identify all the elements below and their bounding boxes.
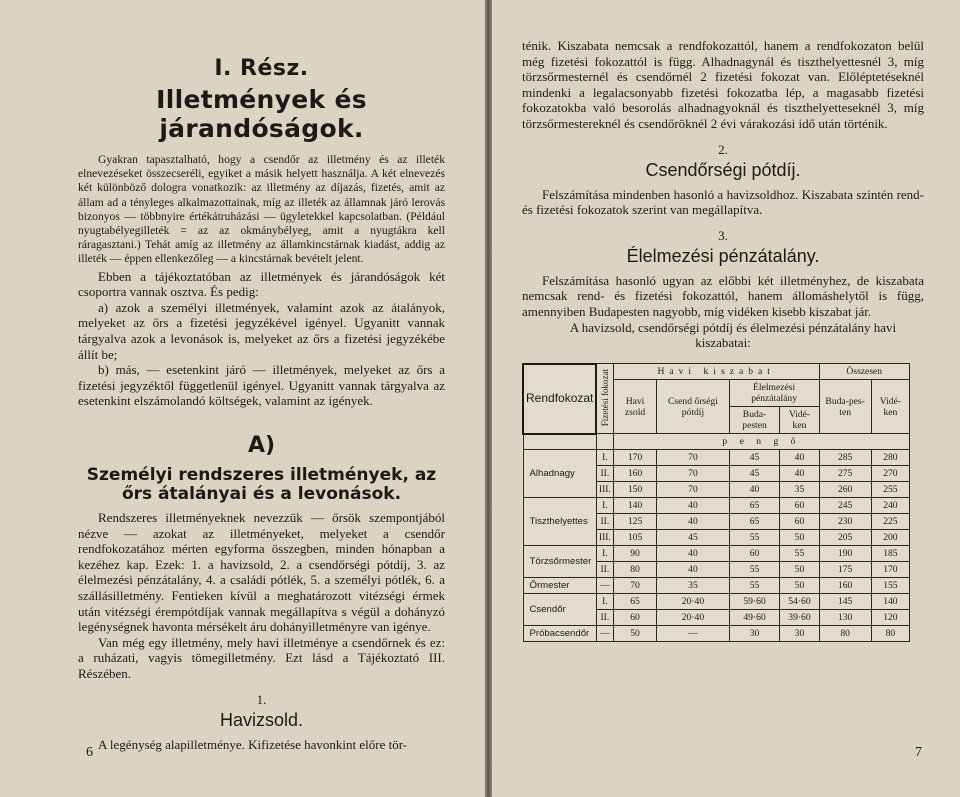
cell-tbp: 175: [819, 562, 871, 578]
cell-bp: 55: [729, 578, 780, 594]
cell-tvid: 255: [871, 482, 909, 498]
cell-zsold: 70: [613, 578, 656, 594]
part-heading: I. Rész.: [214, 56, 309, 81]
cell-potdij: 70: [657, 482, 729, 498]
cell-tbp: 145: [819, 594, 871, 610]
cell-tbp: 245: [819, 498, 871, 514]
cell-grade: II.: [596, 562, 613, 578]
header-blank: [596, 434, 613, 450]
section-heading: Élelmezési pénzátalány.: [626, 245, 820, 266]
cell-zsold: 105: [613, 530, 656, 546]
header-potdij: Csend őrségi pótdíj: [657, 380, 729, 434]
cell-vid: 50: [780, 562, 819, 578]
cell-tvid: 80: [871, 626, 909, 642]
cell-grade: I.: [596, 546, 613, 562]
rank-cell: Tiszthelyettes: [523, 498, 596, 546]
cell-tbp: 190: [819, 546, 871, 562]
rank-cell: Próbacsendőr: [523, 626, 596, 642]
intro-paragraph: Gyakran tapasztalható, hogy a csendőr az illetmény és az illeték elnevezéseket összecseréli, egyiket a másik helyett használja. A két elnevezés két különböző dologra vonatkozik: az illetmény az díjazás, fizetés, amit az állam ad a tényleges alkalmazottainak, míg az illeték az államnak járó lerovás bizonyos — többnyire értékátruházási — ügyletekkel kapcsolatban. (Például nyugtabélyegilleték = az az okmánybélyeg, amit a nyugtákra kell ráragasztani.) Tehát amíg az illetmény az államkincstárnak kiadást, addig az illeték — éppen ellenkezőleg — a kincstárnak bevételt jelent.: [78, 153, 445, 266]
cell-potdij: 35: [657, 578, 729, 594]
cell-vid: 60: [780, 514, 819, 530]
rank-cell: Őrmester: [523, 578, 596, 594]
table-row: [523, 626, 910, 642]
header-grade: Fizetési fokozat: [596, 364, 613, 434]
section-heading: Havizsold.: [219, 709, 304, 730]
cell-tbp: 260: [819, 482, 871, 498]
cell-grade: III.: [596, 530, 613, 546]
cell-tbp: 160: [819, 578, 871, 594]
cell-tvid: 170: [871, 562, 909, 578]
cell-zsold: 170: [613, 450, 656, 466]
pay-table: [522, 363, 910, 643]
cell-grade: —: [596, 626, 613, 642]
page-number: 6: [86, 745, 93, 760]
cell-bp: 30: [729, 626, 780, 642]
paragraph-b: b) más, — esetenkint járó — illetmények, melyeket az őrs a fizetési jegyzéktől függetlenül igényel. Ugyanitt vannak tárgyalva az esetenkint elszámolandó költségek, valamint az igények.: [78, 362, 445, 409]
cell-zsold: 160: [613, 466, 656, 482]
paragraph: Van még egy illetmény, mely havi illetménye a csendőrnek és ez: a ruházati, vagyis tömegilletmény. Ezt lásd a Tájékoztató III. Részében.: [78, 634, 445, 681]
paragraph: Felszámítása hasonló ugyan az előbbi két illetményhez, de kiszabata nemcsak rend- és fizetési fokozattól, hanem állomáshelytől is függ, amennyiben Budapesten nagyobb, míg vidéken kisebb kiszabat jár.: [522, 272, 924, 319]
cell-tbp: 275: [819, 466, 871, 482]
cell-zsold: 125: [613, 514, 656, 530]
cell-grade: I.: [596, 498, 613, 514]
pay-table-body: [523, 450, 910, 642]
paragraph: Rendszeres illetményeknek nevezzük — őrsök szempontjából nézve — azokat az illetményeket, melyeket a csendőr rendfokozatához mérten egyforma összegben, minden hónapban a kezéhez kap. Ezek: 1. a havizsold, 2. a csendőrségi pótdíj, 3. az élelmezési pénzátalány, 4. a családi pótlék, 5. a személyi pótlék, 6. a szállásilletmény. Fentieken kívül a meghatározott vitézségi érmek után vitézségi érempótdíjak vannak megállapítva s végül a dohányzó legénységnek havonta mérsékelt áru dohányilletményre van igénye.: [78, 509, 445, 635]
cell-tvid: 140: [871, 594, 909, 610]
cell-bp: 55: [729, 530, 780, 546]
section-heading-a: A): [247, 432, 276, 458]
header-budapest: Buda-pesten: [729, 407, 780, 434]
cell-bp: 65: [729, 514, 780, 530]
cell-vid: 30: [780, 626, 819, 642]
cell-vid: 55: [780, 546, 819, 562]
cell-bp: 45: [729, 450, 780, 466]
book-gutter: [485, 0, 492, 797]
section-subheading: Személyi rendszeres illetmények, az őrs átalányai és a levonások.: [86, 464, 437, 504]
cell-grade: II.: [596, 466, 613, 482]
cell-vid: 35: [780, 482, 819, 498]
cell-bp: 60: [729, 546, 780, 562]
cell-tvid: 280: [871, 450, 909, 466]
cell-zsold: 140: [613, 498, 656, 514]
header-blank: [523, 434, 596, 450]
paragraph-a: a) azok a személyi illetmények, valamint azok az átalányok, melyeket az őrs a fizetési jegyzékével igényel. Ugyanitt vannak tárgyalva azok a levonások is, melyeket az őrs a fizetési jegyzékébe állít be;: [78, 299, 445, 362]
rank-cell: Törzsőrmester: [523, 546, 596, 578]
cell-vid: 39·60: [780, 610, 819, 626]
page-number: 7: [915, 745, 922, 760]
cell-vid: 50: [780, 578, 819, 594]
cell-tvid: 200: [871, 530, 909, 546]
table-row: [523, 546, 910, 562]
cell-grade: II.: [596, 610, 613, 626]
table-row: [523, 594, 910, 610]
cell-zsold: 150: [613, 482, 656, 498]
cell-grade: I.: [596, 594, 613, 610]
cell-bp: 45: [729, 466, 780, 482]
cell-bp: 59·60: [729, 594, 780, 610]
header-rank: Rendfokozat: [523, 364, 596, 434]
header-total-videk: Vidé-ken: [871, 380, 909, 434]
cell-tvid: 120: [871, 610, 909, 626]
cell-bp: 55: [729, 562, 780, 578]
rank-cell: Csendőr: [523, 594, 596, 626]
header-unit: p e n g ő: [613, 434, 909, 450]
right-page: [492, 0, 960, 797]
cell-potdij: 40: [657, 514, 729, 530]
paragraph: A legénység alapilletménye. Kifizetése havonkint előre tör-: [98, 736, 408, 752]
section-number: 2.: [718, 141, 728, 157]
cell-potdij: 40: [657, 546, 729, 562]
cell-bp: 65: [729, 498, 780, 514]
cell-potdij: 70: [657, 450, 729, 466]
cell-zsold: 90: [613, 546, 656, 562]
cell-vid: 40: [780, 450, 819, 466]
cell-grade: III.: [596, 482, 613, 498]
header-total: Összesen: [819, 364, 909, 380]
cell-tvid: 185: [871, 546, 909, 562]
cell-zsold: 65: [613, 594, 656, 610]
cell-grade: —: [596, 578, 613, 594]
page-title: Illetmények és járandóságok.: [156, 85, 367, 143]
cell-vid: 54·60: [780, 594, 819, 610]
header-total-budapest: Buda-pes-ten: [819, 380, 871, 434]
table-row: [523, 578, 910, 594]
table-row: [523, 498, 910, 514]
header-monthly: Havi kiszabat: [613, 364, 819, 380]
cell-potdij: 20·40: [657, 594, 729, 610]
cell-vid: 40: [780, 466, 819, 482]
paragraph: ténik. Kiszabata nemcsak a rendfokozattól, hanem a rendfokozaton belül még fizetési fokozattól is függ. Alhadnagynál és tiszthelyettesnél 3, míg törzsőrmesternél és csendőrnél 2 fizetési fokozat van. Előléptetéseknél mindenki a legalacsonyabb fizetési fokozatba lép, a magasabb fizetési fokozatokba való besorolás alhadnagyoknál és tiszthelyetteseknél 3, míg törzsőrmestereknél és csendőröknél 2 évi várakozási idő után történik.: [522, 38, 924, 131]
cell-bp: 40: [729, 482, 780, 498]
cell-tvid: 225: [871, 514, 909, 530]
cell-tvid: 270: [871, 466, 909, 482]
cell-potdij: —: [657, 626, 729, 642]
cell-grade: II.: [596, 514, 613, 530]
cell-tvid: 240: [871, 498, 909, 514]
section-heading: Csendőrségi pótdíj.: [645, 159, 801, 180]
rank-cell: Alhadnagy: [523, 450, 596, 498]
section-number: 1.: [256, 691, 267, 707]
header-zsold: Havi zsold: [613, 380, 656, 434]
cell-zsold: 60: [613, 610, 656, 626]
paragraph: A havizsold, csendőrségi pótdíj és élelmezési pénzátalány havi kiszabatai:: [569, 319, 897, 351]
cell-potdij: 40: [657, 498, 729, 514]
cell-bp: 49·60: [729, 610, 780, 626]
header-elelmezesi: Élelmezési pénzátalány: [729, 380, 819, 407]
cell-tbp: 230: [819, 514, 871, 530]
cell-tbp: 285: [819, 450, 871, 466]
paragraph: Felszámítása mindenben hasonló a havizsoldhoz. Kiszabata szintén rend- és fizetési fokozatok szerint van megállapítva.: [522, 186, 924, 218]
paragraph: Ebben a tájékoztatóban az illetmények és járandóságok két csoportra vannak osztva. És pedig:: [78, 268, 445, 300]
cell-potdij: 70: [657, 466, 729, 482]
cell-vid: 60: [780, 498, 819, 514]
cell-tbp: 80: [819, 626, 871, 642]
cell-potdij: 45: [657, 530, 729, 546]
cell-tbp: 130: [819, 610, 871, 626]
cell-zsold: 50: [613, 626, 656, 642]
cell-zsold: 80: [613, 562, 656, 578]
cell-grade: I.: [596, 450, 613, 466]
section-number: 3.: [718, 227, 728, 243]
cell-potdij: 20·40: [657, 610, 729, 626]
cell-tvid: 155: [871, 578, 909, 594]
header-videk: Vidé-ken: [780, 407, 819, 434]
cell-vid: 50: [780, 530, 819, 546]
cell-tbp: 205: [819, 530, 871, 546]
cell-potdij: 40: [657, 562, 729, 578]
table-row: [523, 450, 910, 466]
